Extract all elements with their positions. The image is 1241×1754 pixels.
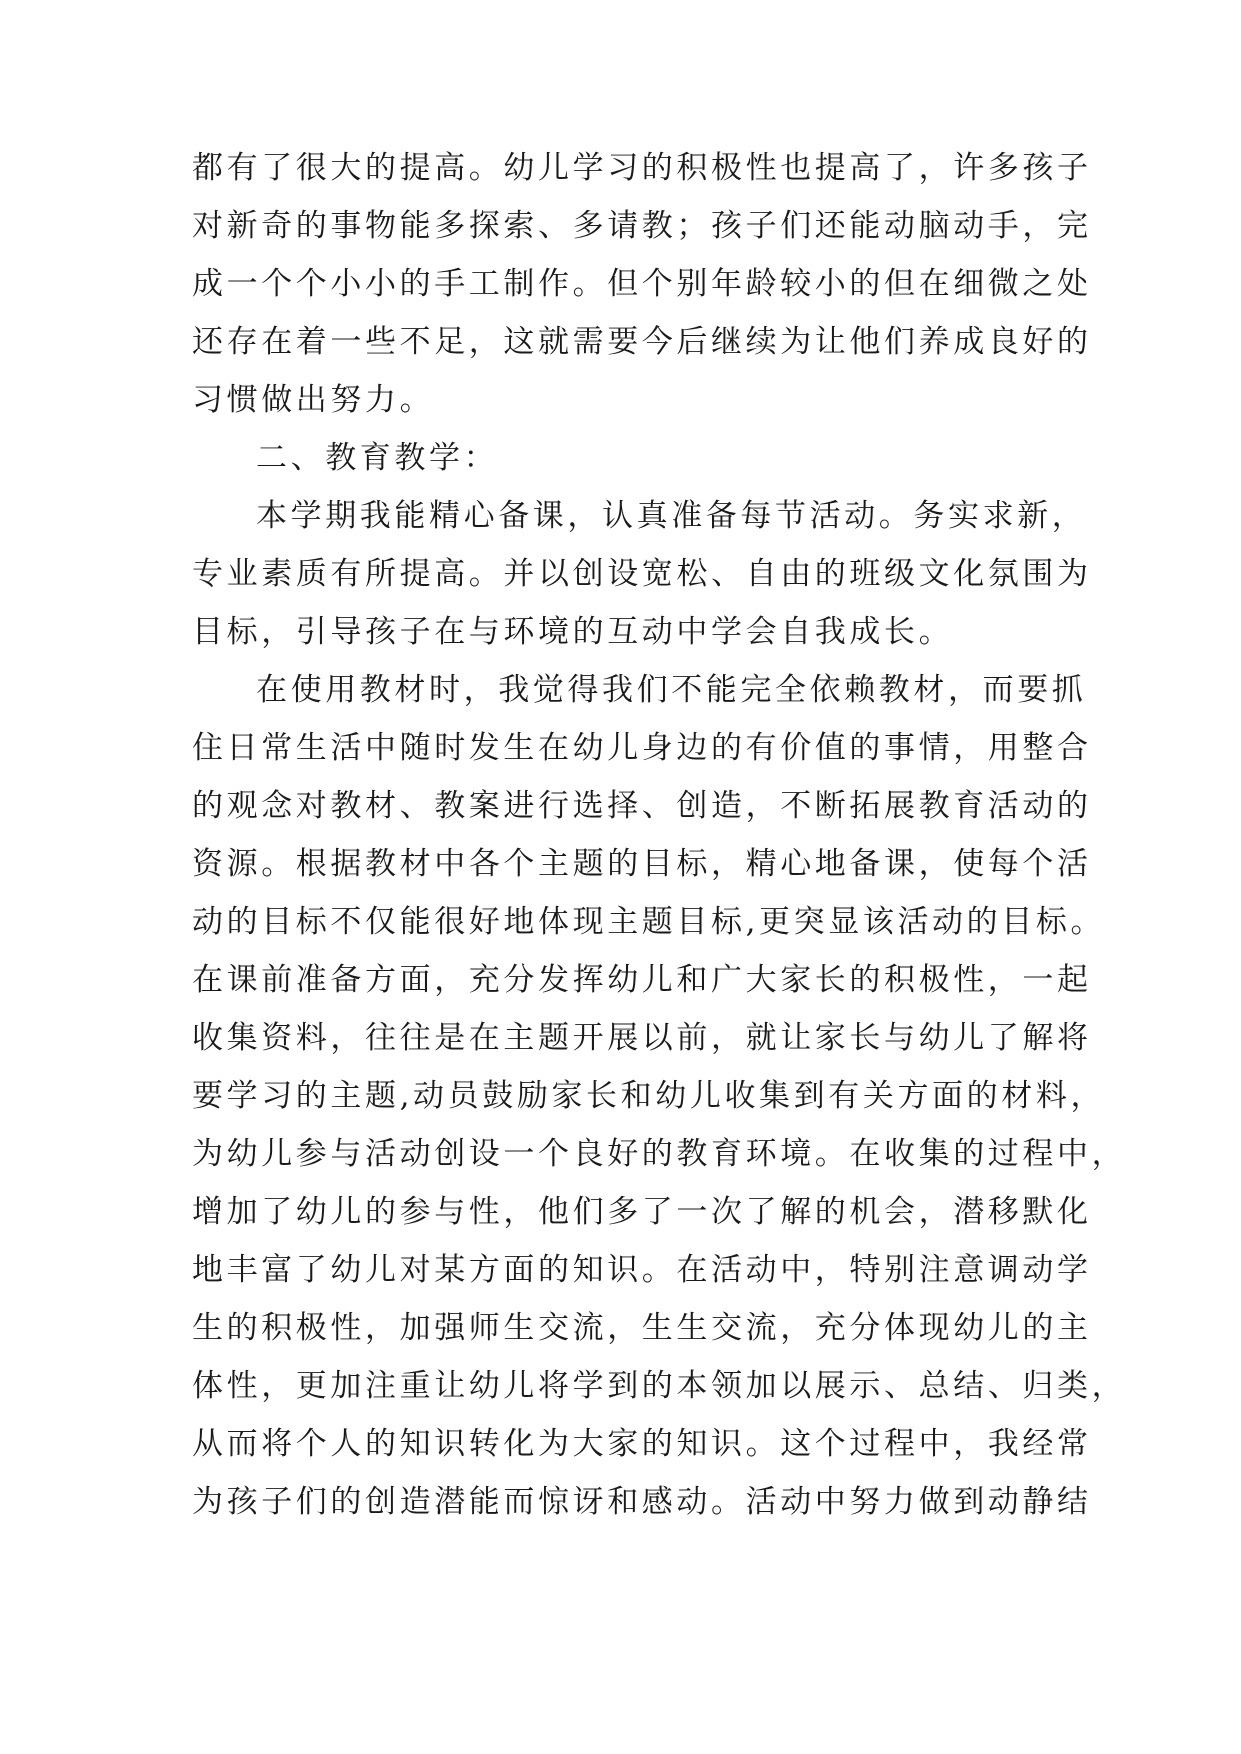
text-line: 习惯做出努力。	[192, 382, 435, 418]
text-line: 还存在着一些不足，这就需要今后继续为让他们养成良好的	[192, 324, 1092, 360]
text-line: 住日常生活中随时发生在幼儿身边的有价值的事情，用整合	[192, 730, 1092, 766]
text-line: 专业素质有所提高。并以创设宽松、自由的班级文化氛围为	[192, 556, 1092, 592]
text-line: 增加了幼儿的参与性，他们多了一次了解的机会，潜移默化	[192, 1194, 1092, 1230]
text-line: 为幼儿参与活动创设一个良好的教育环境。在收集的过程中，	[192, 1136, 1127, 1172]
text-line: 体性，更加注重让幼儿将学到的本领加以展示、总结、归类，	[192, 1368, 1127, 1404]
text-line: 地丰富了幼儿对某方面的知识。在活动中，特别注意调动学	[192, 1252, 1092, 1288]
text-line: 要学习的主题,动员鼓励家长和幼儿收集到有关方面的材料，	[192, 1078, 1106, 1114]
text-line: 成一个个小小的手工制作。但个别年龄较小的但在细微之处	[192, 266, 1092, 302]
text-line: 在使用教材时，我觉得我们不能完全依赖教材，而要抓	[256, 672, 1087, 708]
text-line: 收集资料，往往是在主题开展以前，就让家长与幼儿了解将	[192, 1020, 1092, 1056]
text-line: 从而将个人的知识转化为大家的知识。这个过程中，我经常	[192, 1426, 1092, 1462]
text-line: 为孩子们的创造潜能而惊讶和感动。活动中努力做到动静结	[192, 1484, 1092, 1520]
text-line: 动的目标不仅能很好地体现主题目标,更突显该活动的目标。	[192, 904, 1106, 940]
section-heading: 二、教育教学：	[256, 440, 499, 476]
text-line: 的观念对教材、教案进行选择、创造，不断拓展教育活动的	[192, 788, 1092, 824]
text-line: 生的积极性，加强师生交流，生生交流，充分体现幼儿的主	[192, 1310, 1092, 1346]
text-line: 目标，引导孩子在与环境的互动中学会自我成长。	[192, 614, 954, 650]
text-line: 在课前准备方面，充分发挥幼儿和广大家长的积极性，一起	[192, 962, 1092, 998]
text-line: 本学期我能精心备课，认真准备每节活动。务实求新，	[256, 498, 1087, 534]
text-line: 资源。根据教材中各个主题的目标，精心地备课，使每个活	[192, 846, 1092, 882]
text-line: 都有了很大的提高。幼儿学习的积极性也提高了，许多孩子	[192, 150, 1092, 186]
text-line: 对新奇的事物能多探索、多请教；孩子们还能动脑动手，完	[192, 208, 1092, 244]
